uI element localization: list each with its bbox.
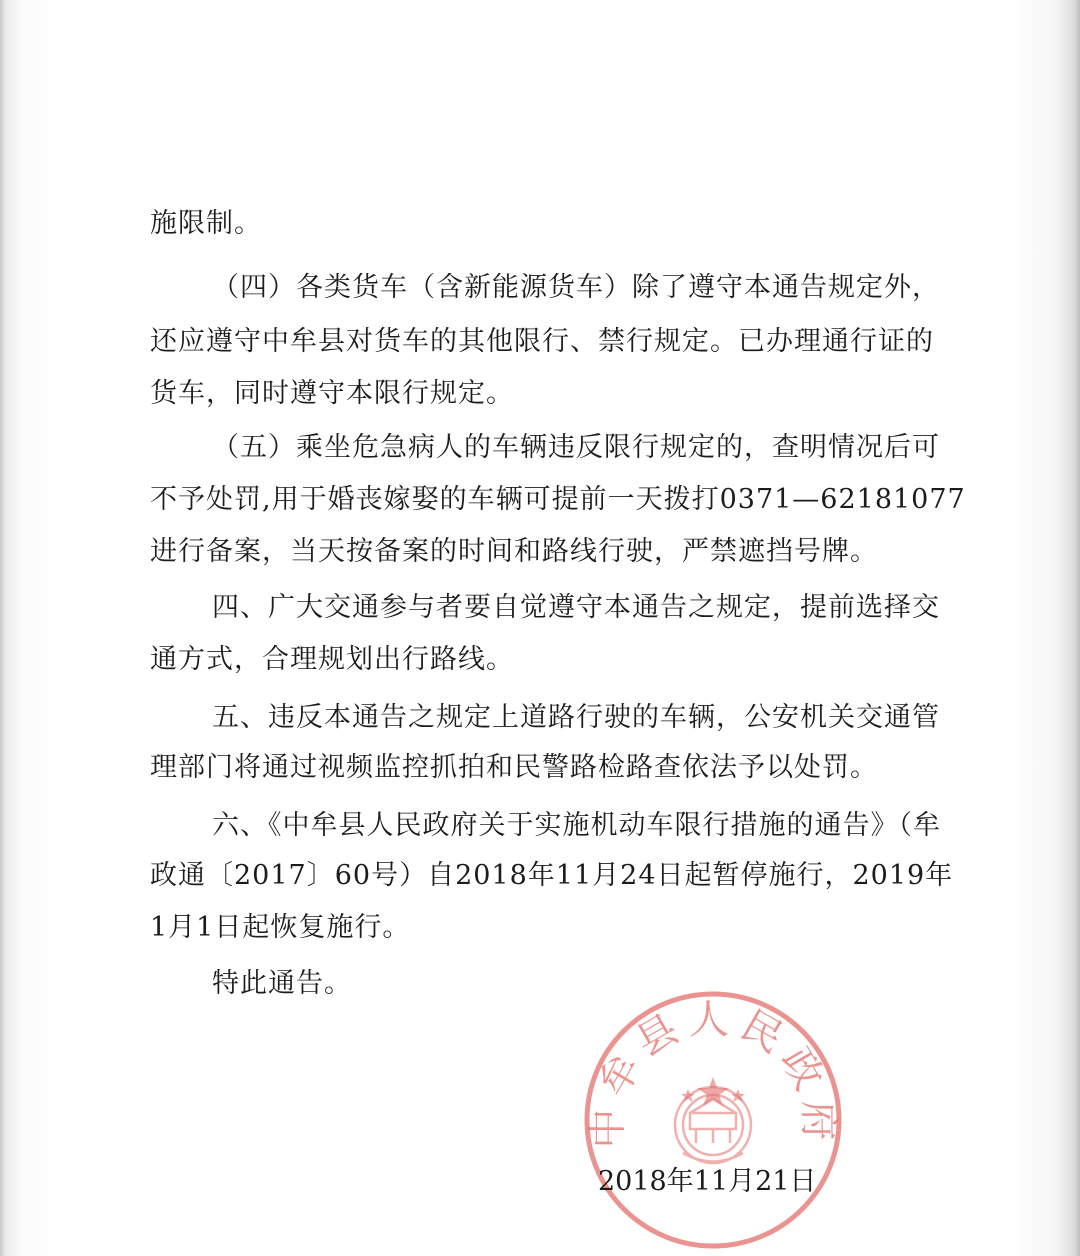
body-line: 理部门将通过视频监控抓拍和民警路检路查依法予以处罚。 (150, 752, 878, 783)
body-line: （五）乘坐危急病人的车辆违反限行规定的，查明情况后可 (212, 432, 940, 463)
body-line: 特此通告。 (212, 968, 352, 999)
body-line: 1月1日起恢复施行。 (150, 912, 411, 943)
official-seal-stamp (578, 985, 848, 1255)
body-line: 通方式，合理规划出行路线。 (150, 644, 514, 675)
svg-text:中牟县人民政府: 中牟县人民政府 (584, 997, 842, 1149)
document-date: 2018年11月21日 (598, 1166, 817, 1197)
body-line: 六、《中牟县人民政府关于实施机动车限行措施的通告》（牟 (212, 810, 941, 841)
body-line: 五、违反本通告之规定上道路行驶的车辆，公安机关交通管 (212, 702, 940, 733)
body-line: （四）各类货车（含新能源货车）除了遵守本通告规定外， (212, 272, 940, 303)
body-line: 不予处罚,用于婚丧嫁娶的车辆可提前一天拨打0371—62181077 (150, 484, 966, 515)
body-line: 货车，同时遵守本限行规定。 (150, 378, 514, 409)
body-line: 政通〔2017〕60号）自2018年11月24日起暂停施行，2019年 (150, 860, 954, 891)
body-line: 施限制。 (150, 208, 262, 239)
body-line: 四、广大交通参与者要自觉遵守本通告之规定，提前选择交 (212, 592, 940, 623)
body-line: 还应遵守中牟县对货车的其他限行、禁行规定。已办理通行证的 (150, 326, 934, 357)
body-line: 进行备案，当天按备案的时间和路线行驶，严禁遮挡号牌。 (150, 536, 878, 567)
